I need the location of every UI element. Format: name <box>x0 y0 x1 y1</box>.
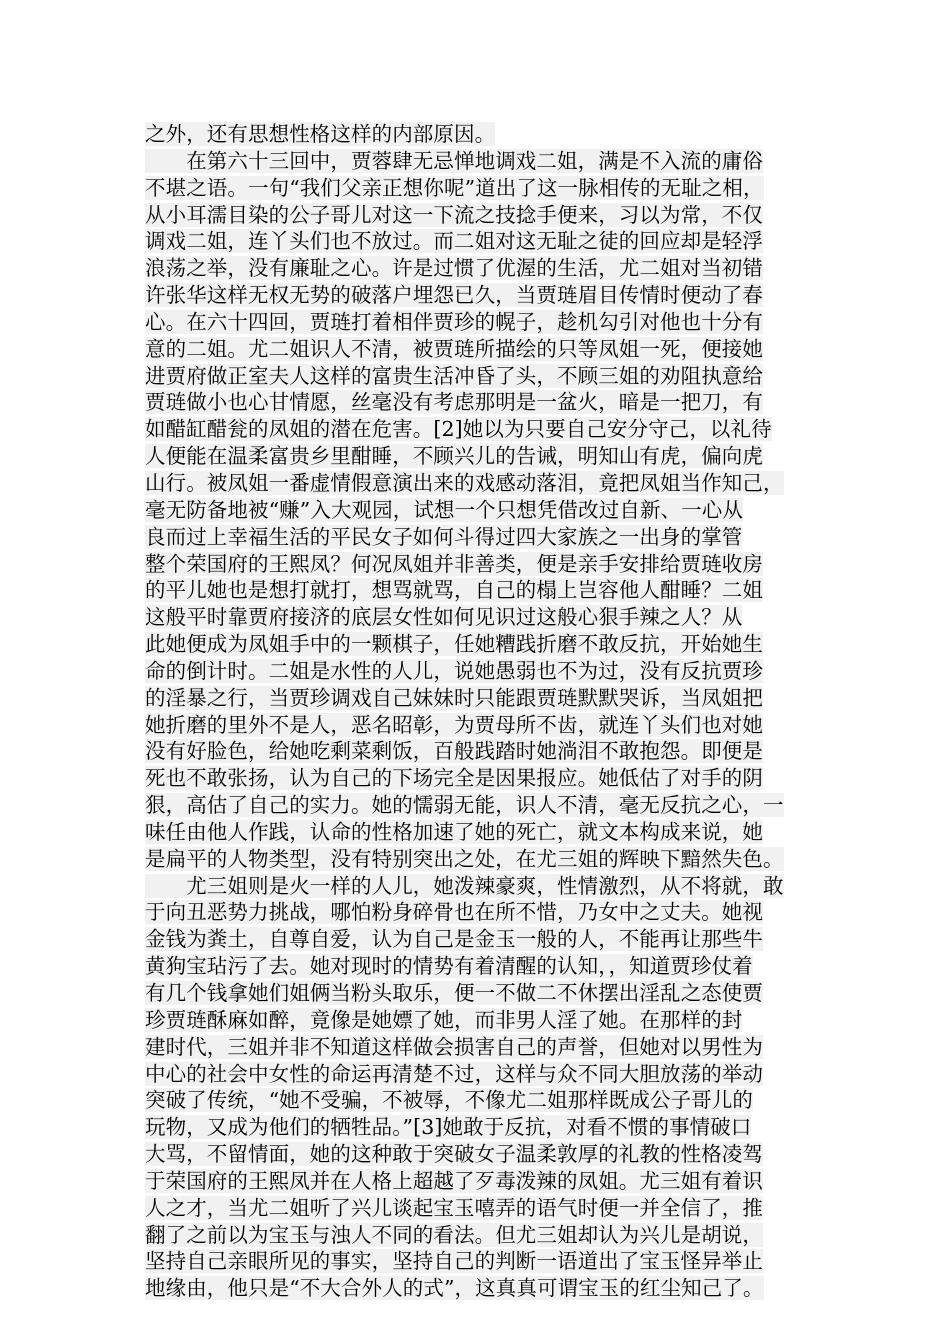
text-line <box>145 899 825 926</box>
text-line-content: 之外，还有思想性格这样的内部原因。 <box>145 122 496 146</box>
text-line <box>145 953 825 980</box>
text-line-content: 地缘由，他只是“不大合外人的式”，这真真可谓宝玉的红尘知己了。 <box>145 1276 764 1301</box>
text-line-content: 味任由他人作践，认命的性格加速了她的死亡，就文本构成来说，她 <box>145 819 763 844</box>
text-line-content: 如醋缸醋瓮的凤姐的潜在危害。[2]她以为只要自己安分守己，以礼待 <box>145 417 772 442</box>
text-line-content: 的淫暴之行，当贾珍调戏自己妹妹时只能跟贾琏默默哭诉，当凤姐把 <box>145 685 763 710</box>
text-line-content: 坚持自己亲眼所见的事实，坚持自己的判断一语道出了宝玉怪异举止 <box>145 1249 763 1274</box>
text-line-content: 是扁平的人物类型，没有特别突出之处，在尤三姐的辉映下黯然失色。 <box>145 846 784 871</box>
text-line <box>145 202 825 229</box>
text-line-content: 死也不敢张扬，认为自己的下场完全是因果报应。她低估了对手的阴 <box>145 766 763 791</box>
text-line-content: 建时代，三姐并非不知道这样做会损害自己的声誉，但她对以男性为 <box>145 1034 763 1059</box>
text-line-content: 玩物，又成为他们的牺牲品。”[3]她敢于反抗，对看不惯的事情破口 <box>145 1115 752 1140</box>
text-line-content: 黄狗宝玷污了去。她对现时的情势有着清醒的认知，，知道贾珍仗着 <box>145 954 753 979</box>
text-line-content: 尤三姐则是火一样的人儿，她泼辣豪爽，性情激烈，从不将就，敢 <box>145 873 784 898</box>
text-line <box>145 846 825 873</box>
text-line-content: 有几个钱拿她们姐俩当粉头取乐，便一不做二不休摆出淫乱之态使贾 <box>145 981 763 1005</box>
text-line <box>145 577 825 604</box>
text-line <box>145 926 825 953</box>
text-line <box>145 685 825 712</box>
text-line <box>145 738 825 765</box>
text-line <box>145 1248 825 1275</box>
text-line-content: 珍贾琏酥麻如醉，竟像是她嫖了她，而非男人淫了她。在那样的封 <box>145 1007 743 1032</box>
text-line <box>145 443 825 470</box>
text-line <box>145 1114 825 1141</box>
text-line-content: 此她便成为凤姐手中的一颗棋子，任她糟践折磨不敢反抗，开始她生 <box>145 632 763 657</box>
text-line <box>145 416 825 443</box>
text-line-content: 不堪之语。一句“我们父亲正想你呢”道出了这一脉相传的无耻之相， <box>145 175 764 200</box>
text-line-content: 从小耳濡目染的公子哥儿对这一下流之技捻手便来，习以为常，不仅 <box>145 202 763 227</box>
text-line <box>145 1034 825 1061</box>
text-line <box>145 1195 825 1222</box>
text-line <box>145 1087 825 1114</box>
text-line <box>145 604 825 631</box>
text-line-content: 金钱为粪土，自尊自爱，认为自己是金玉一般的人，不能再让那些牛 <box>145 927 763 952</box>
text-line-content: 意的二姐。尤二姐识人不清，被贾琏所描绘的只等凤姐一死，便接她 <box>145 336 763 361</box>
text-line-content: 许张华这样无权无势的破落户埋怨已久，当贾琏眉目传情时便动了春 <box>145 283 763 308</box>
text-line <box>145 792 825 819</box>
text-line <box>145 255 825 282</box>
text-line <box>145 309 825 336</box>
text-line-content: 进贾府做正室夫人这样的富贵生活冲昏了头，不顾三姐的劝阻执意给 <box>145 363 763 388</box>
text-line <box>145 282 825 309</box>
text-line <box>145 631 825 658</box>
text-line <box>145 712 825 739</box>
text-line-content: 良而过上幸福生活的平民女子如何斗得过四大家族之一出身的掌管 <box>145 524 743 549</box>
text-line-content: 的平儿她也是想打就打，想骂就骂，自己的榻上岂容他人酣睡？二姐 <box>145 578 763 603</box>
text-line <box>145 1222 825 1249</box>
text-line <box>145 148 825 175</box>
text-line-content: 人便能在温柔富贵乡里酣睡，不顾兴儿的告诫，明知山有虎，偏向虎 <box>145 444 763 469</box>
text-line-content: 中心的社会中女性的命运再清楚不过，这样与众不同大胆放荡的举动 <box>145 1061 763 1086</box>
text-line-content: 贾琏做小也心甘情愿，丝毫没有考虑那明是一盆火，暗是一把刀，有 <box>145 390 763 415</box>
text-line <box>145 228 825 255</box>
text-line <box>145 524 825 551</box>
text-line <box>145 175 825 202</box>
text-line-content: 调戏二姐，连丫头们也不放过。而二姐对这无耻之徒的回应却是轻浮 <box>145 229 763 254</box>
text-line <box>145 551 825 578</box>
text-line-content: 心。在六十四回，贾琏打着相伴贾珍的幌子，趁机勾引对他也十分有 <box>145 309 763 334</box>
text-line-content: 没有好脸色，给她吃剩菜剩饭，百般践踏时她淌泪不敢抱怨。即便是 <box>145 739 763 764</box>
text-line <box>145 658 825 685</box>
text-line <box>145 873 825 900</box>
text-line-content: 大骂，不留情面，她的这种敢于突破女子温柔敦厚的礼教的性格凌驾 <box>145 1142 763 1167</box>
text-line-content: 浪荡之举，没有廉耻之心。许是过惯了优渥的生活，尤二姐对当初错 <box>145 256 763 281</box>
text-line <box>145 980 825 1007</box>
text-line <box>145 470 825 497</box>
text-line <box>145 1275 825 1302</box>
text-line <box>145 336 825 363</box>
text-line-content: 她折磨的里外不是人，恶名昭彰，为贾母所不齿，就连丫头们也对她 <box>145 712 763 737</box>
text-line-content: 人之才，当尤二姐听了兴儿谈起宝玉嘻弄的语气时便一并全信了，推 <box>145 1195 763 1220</box>
text-line-content: 狠，高估了自己的实力。她的懦弱无能，识人不清，毫无反抗之心，一 <box>145 793 784 818</box>
text-line <box>145 497 825 524</box>
text-line <box>145 389 825 416</box>
text-line <box>145 121 825 148</box>
text-line <box>145 1168 825 1195</box>
text-line <box>145 765 825 792</box>
text-line <box>145 363 825 390</box>
text-line-content: 翻了之前以为宝玉与浊人不同的看法。但尤三姐却认为兴儿是胡说， <box>145 1222 763 1247</box>
text-line-content: 于向丑恶势力挑战，哪怕粉身碎骨也在所不惜，乃女中之丈夫。她视 <box>145 900 763 925</box>
text-line-content: 在第六十三回中，贾蓉肆无忌惮地调戏二姐，满是不入流的庸俗 <box>145 148 763 173</box>
text-line-content: 突破了传统，“她不受骗，不被辱，不像尤二姐那样既成公子哥儿的 <box>145 1088 753 1113</box>
text-line <box>145 819 825 846</box>
text-line-content: 于荣国府的王熙凤并在人格上超越了歹毒泼辣的凤姐。尤三姐有着识 <box>145 1168 763 1193</box>
body-text <box>145 121 825 1302</box>
text-line <box>145 1007 825 1034</box>
text-line-content: 毫无防备地被“赚”入大观园，试想一个只想凭借改过自新、一心从 <box>145 497 743 522</box>
text-line-content: 山行。被凤姐一番虚情假意演出来的戏感动落泪，竟把凤姐当作知己， <box>145 470 784 495</box>
text-line <box>145 1141 825 1168</box>
text-line-content: 整个荣国府的王熙凤？何况凤姐并非善类，便是亲手安排给贾琏收房 <box>145 551 763 576</box>
text-line-content: 这般平时靠贾府接济的底层女性如何见识过这般心狠手辣之人？从 <box>145 605 743 630</box>
text-line-content: 命的倒计时。二姐是水性的人儿，说她愚弱也不为过，没有反抗贾珍 <box>145 658 763 683</box>
text-line <box>145 1061 825 1088</box>
